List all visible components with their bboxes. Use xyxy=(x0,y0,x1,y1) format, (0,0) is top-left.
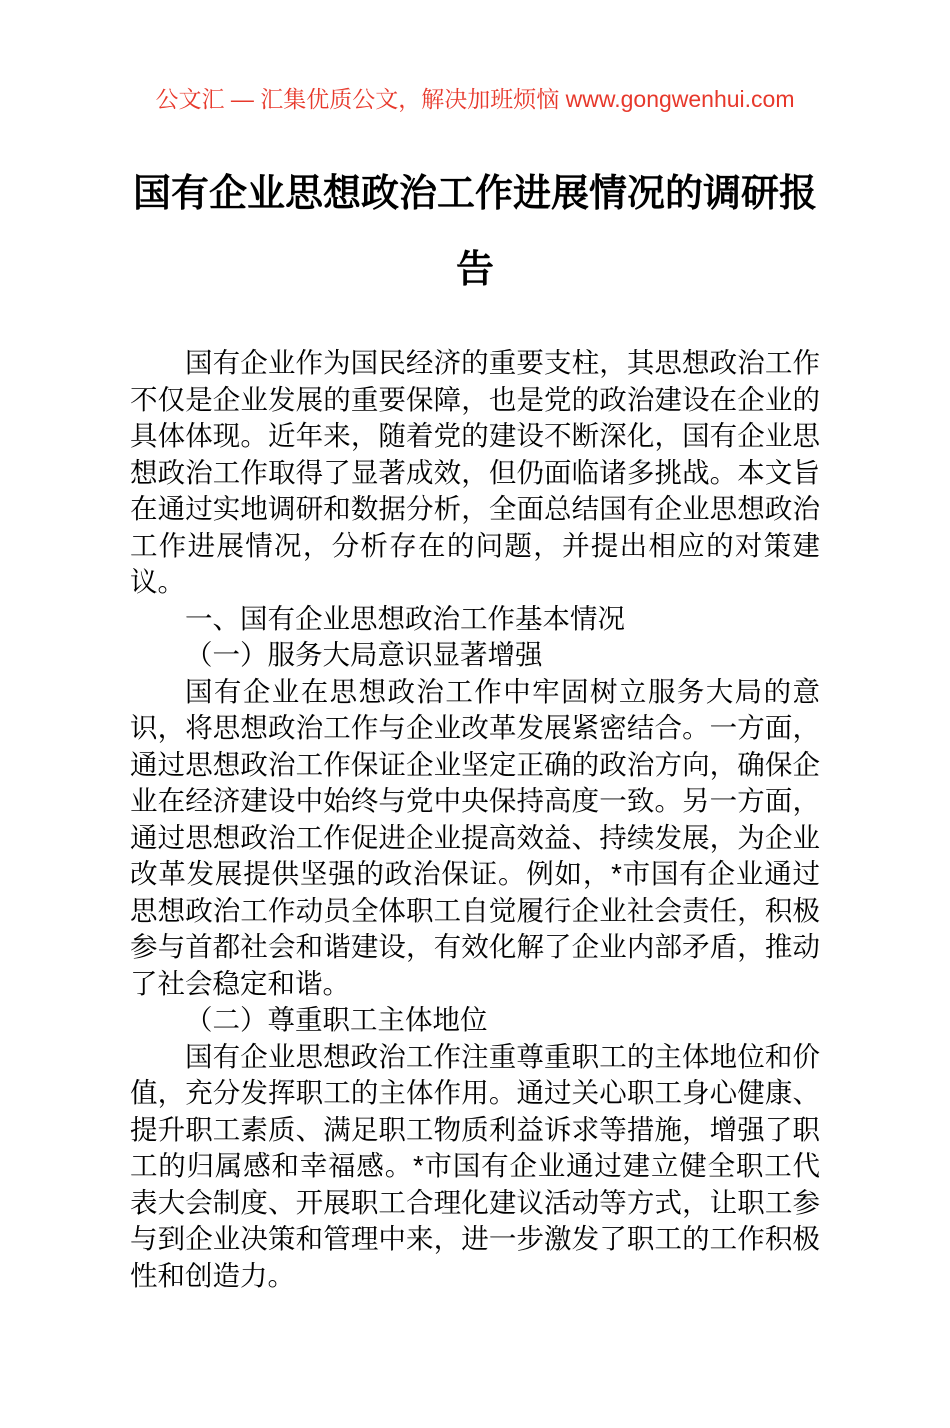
subsection-heading-1-2: （二）尊重职工主体地位 xyxy=(185,1004,488,1035)
document-body xyxy=(130,345,820,1294)
section-heading-1: 一、国有企业思想政治工作基本情况 xyxy=(185,602,625,634)
paragraph-intro: 国有企业作为国民经济的重要支柱，其思想政治工作不仅是企业发展的重要保障，也是党的政治建设在企业的具体体现。近年来，随着党的建设不断深化，国有企业思想政治工作取得了显著成效，但仍面临诸多挑战。本文旨在通过实地调研和数据分析，全面总结国有企业思想政治工作进展情况，分析存在的问题，并提出相应的对策建议。 xyxy=(130,347,820,597)
subsection-heading-1-1: （一）服务大局意识显著增强 xyxy=(185,639,543,670)
paragraph-section-1-1: 国有企业在思想政治工作中牢固树立服务大局的意识，将思想政治工作与企业改革发展紧密结合。一方面，通过思想政治工作保证企业坚定正确的政治方向，确保企业在经济建设中始终与党中央保持高度一致。另一方面，通过思想政治工作促进企业提高效益、持续发展，为企业改革发展提供坚强的政治保证。例如，*市国有企业通过思想政治工作动员全体职工自觉履行企业社会责任，积极参与首都社会和谐建设，有效化解了企业内部矛盾，推动了社会稳定和谐。 xyxy=(130,675,820,999)
document-title: 国有企业思想政治工作进展情况的调研报告 xyxy=(132,173,817,291)
site-watermark-notice: 公文汇 — 汇集优质公文，解决加班烦恼 www.gongwenhui.com xyxy=(155,86,795,112)
paragraph-section-1-2: 国有企业思想政治工作注重尊重职工的主体地位和价值，充分发挥职工的主体作用。通过关心职工身心健康、提升职工素质、满足职工物质利益诉求等措施，增强了职工的归属感和幸福感。*市国有企业通过建立健全职工代表大会制度、开展职工合理化建议活动等方式，让职工参与到企业决策和管理中来，进一步激发了职工的工作积极性和创造力。 xyxy=(130,1040,820,1291)
document-page xyxy=(0,84,950,1428)
